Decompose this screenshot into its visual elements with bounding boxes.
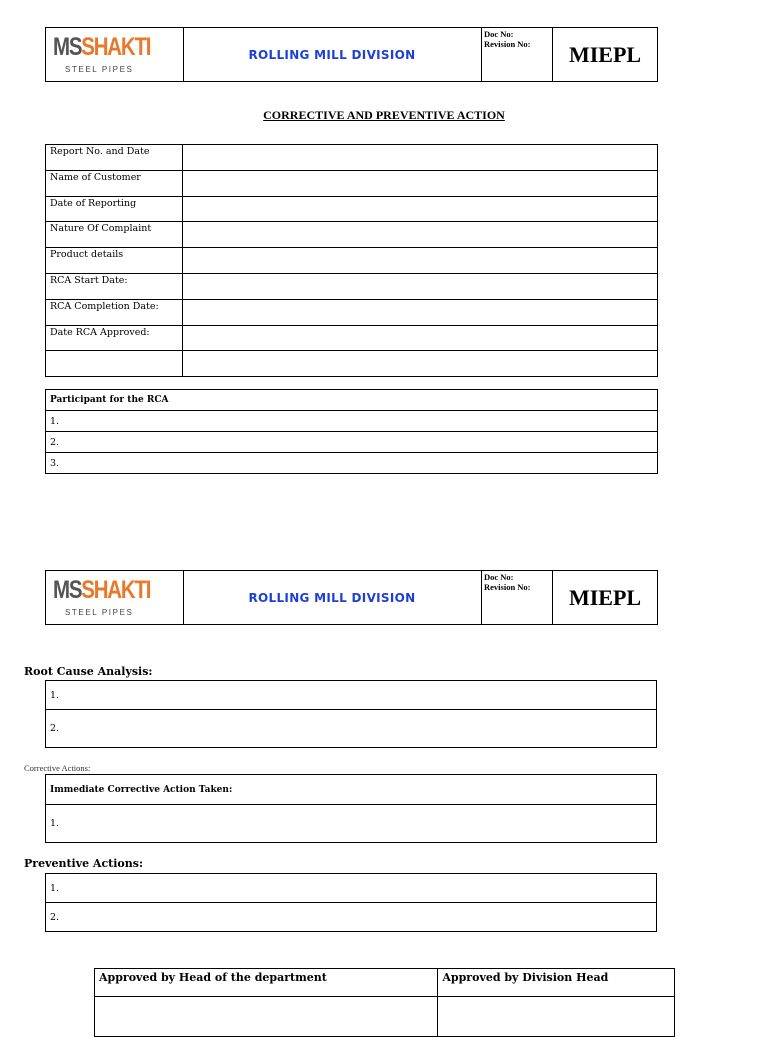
corrective-actions-label: Corrective Actions: bbox=[24, 763, 91, 773]
participant-row bbox=[46, 432, 658, 453]
report-field-row bbox=[46, 145, 658, 171]
participants-heading: Participant for the RCA bbox=[46, 390, 658, 411]
preventive-item[interactable]: 1. bbox=[46, 874, 657, 903]
revision-no-label: Revision No: bbox=[484, 582, 531, 592]
preventive-row bbox=[46, 903, 657, 932]
report-field-label bbox=[46, 351, 183, 377]
corrective-actions-table bbox=[45, 774, 657, 843]
document-header-2 bbox=[45, 570, 658, 625]
report-field-label: Nature Of Complaint bbox=[46, 222, 183, 248]
report-field-row bbox=[46, 248, 658, 274]
report-field-value-field[interactable] bbox=[182, 273, 657, 299]
report-field-label: Date RCA Approved: bbox=[46, 325, 183, 351]
company-name: MIEPL bbox=[568, 584, 642, 610]
logo-shakti-text: SHAKTI bbox=[81, 576, 151, 604]
participant-row bbox=[46, 453, 658, 474]
participant-label: 3. bbox=[46, 453, 658, 474]
report-field-value-field[interactable] bbox=[182, 299, 657, 325]
corrective-item[interactable]: 1. bbox=[46, 805, 657, 843]
report-field-row bbox=[46, 196, 658, 222]
report-field-label: Report No. and Date bbox=[46, 145, 183, 171]
preventive-actions-table bbox=[45, 873, 657, 932]
corrective-row bbox=[46, 805, 657, 843]
report-field-value-field[interactable] bbox=[182, 196, 657, 222]
company-logo bbox=[46, 28, 184, 81]
root-cause-table bbox=[45, 680, 657, 748]
page-title-text: CORRECTIVE AND PREVENTIVE ACTION bbox=[263, 108, 505, 122]
revision-no-label: Revision No: bbox=[484, 39, 531, 49]
approval-head-of-department: Approved by Head of the department bbox=[95, 969, 438, 997]
report-field-value-field[interactable] bbox=[182, 248, 657, 274]
report-field-label: Date of Reporting bbox=[46, 196, 183, 222]
report-field-row bbox=[46, 299, 658, 325]
root-cause-item[interactable]: 2. bbox=[46, 710, 657, 748]
report-field-label: RCA Start Date: bbox=[46, 273, 183, 299]
page-title bbox=[0, 108, 768, 123]
approval-division-head: Approved by Division Head bbox=[438, 969, 675, 997]
report-field-value-field[interactable] bbox=[182, 222, 657, 248]
report-field-label: Name of Customer bbox=[46, 170, 183, 196]
participants-table bbox=[45, 389, 658, 474]
report-field-row bbox=[46, 222, 658, 248]
report-field-row bbox=[46, 325, 658, 351]
report-field-value-field[interactable] bbox=[182, 325, 657, 351]
participant-label: 2. bbox=[46, 432, 658, 453]
root-cause-heading: Root Cause Analysis: bbox=[24, 665, 153, 678]
corrective-heading: Immediate Corrective Action Taken: bbox=[46, 775, 657, 805]
report-field-value-field[interactable] bbox=[182, 351, 657, 377]
approval-table bbox=[94, 968, 675, 1037]
participant-row bbox=[46, 411, 658, 432]
logo-shakti-text: SHAKTI bbox=[81, 33, 151, 61]
report-field-value-field[interactable] bbox=[182, 170, 657, 196]
logo-subtitle: STEEL PIPES bbox=[65, 608, 134, 617]
division-title: ROLLING MILL DIVISION bbox=[183, 28, 482, 81]
participant-label: 1. bbox=[46, 411, 658, 432]
signature-cell-division[interactable] bbox=[438, 997, 675, 1037]
doc-info bbox=[481, 571, 553, 624]
report-field-label: RCA Completion Date: bbox=[46, 299, 183, 325]
doc-info bbox=[481, 28, 553, 81]
doc-no-label: Doc No: bbox=[484, 29, 514, 39]
preventive-row bbox=[46, 874, 657, 903]
logo-subtitle: STEEL PIPES bbox=[65, 65, 134, 74]
report-field-row bbox=[46, 170, 658, 196]
company-logo bbox=[46, 571, 184, 624]
report-field-row bbox=[46, 273, 658, 299]
signature-cell-head[interactable] bbox=[95, 997, 438, 1037]
logo-ms-text: MS bbox=[53, 33, 82, 61]
report-fields-table bbox=[45, 144, 658, 377]
division-title: ROLLING MILL DIVISION bbox=[183, 571, 482, 624]
doc-no-label: Doc No: bbox=[484, 572, 514, 582]
company-name: MIEPL bbox=[568, 41, 642, 67]
root-cause-row bbox=[46, 710, 657, 748]
preventive-item[interactable]: 2. bbox=[46, 903, 657, 932]
document-header bbox=[45, 27, 658, 82]
report-field-row bbox=[46, 351, 658, 377]
logo-ms-text: MS bbox=[53, 576, 82, 604]
report-field-label: Product details bbox=[46, 248, 183, 274]
root-cause-row bbox=[46, 681, 657, 710]
root-cause-item[interactable]: 1. bbox=[46, 681, 657, 710]
report-field-value-field[interactable] bbox=[182, 145, 657, 171]
preventive-heading: Preventive Actions: bbox=[24, 857, 144, 870]
